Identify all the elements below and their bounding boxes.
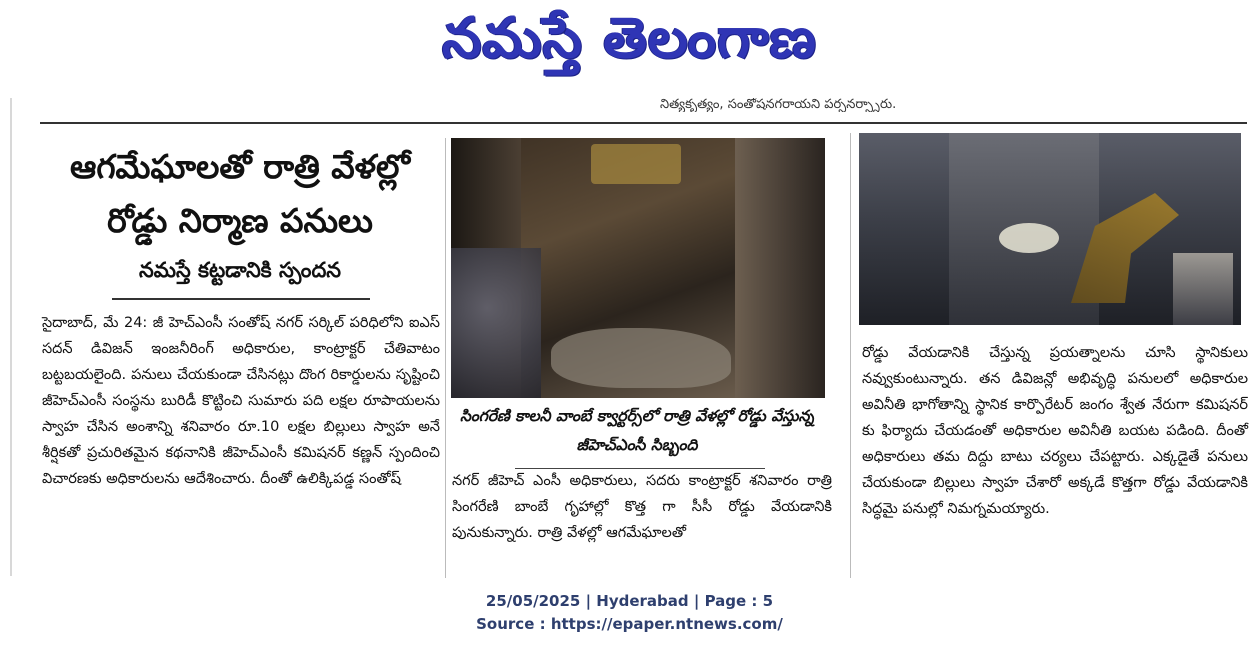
column-divider (850, 133, 851, 578)
construction-site-photo (451, 138, 825, 398)
source-link[interactable]: Source : https://epaper.ntnews.com/ (476, 615, 783, 633)
masthead (0, 0, 1259, 90)
headline-line-1: ఆగమేఘాలతో రాత్రి వేళల్లో (69, 147, 410, 186)
epaper-footer (0, 590, 1259, 636)
article-subheadline: నమస్తే కట్టడానికి స్పందన (138, 258, 342, 282)
photo-caption: సింగరేణి కాలనీ వాంబే క్వార్టర్స్‌లో రాత్రి వేళల్లో రోడ్డు వేస్తున్న జీహెచ్ఎంసీ సిబ్బంది (460, 407, 814, 454)
previous-article-cut-text: నిత్యకృత్యం, సంతోషనగరాయని పర్సనర్స్నారు. (660, 98, 897, 112)
subheadline-underline (112, 298, 370, 300)
article-column-1: సైదాబాద్, మే 24: జీ హెచ్ఎంసీ సంతోష్ నగర్ సర్కిల్ పరిధిలోని ఐఎస్ సదన్ డివిజన్ ఇంజనీరింగ్ అధికారుల, కాంట్రాక్టర్ చేతివాటం బట్టబయలైంది. పనులు చేయకుండా చేసినట్లు దొంగ రికార్డులను సృష్టించి జీహెచ్ఎంసీ సంస్థను బురిడీ కొట్టించి సుమారు పది లక్షల రూపాయలను స్వాహ చేసిన అంశాన్ని శనివారం రూ.10 లక్షల బిల్లులు స్వాహ అనే శీర్షికతో ప్రచురితమైన కథనానికి జీహెచ్ఎంసీ కమిషనర్ కణ్ణన్ స్పందించి విచారణకు అధికారులను ఆదేశించారు. దీంతో ఉలిక్కిపడ్డ సంతోష్ (42, 315, 440, 487)
excavator-night-photo (859, 133, 1241, 325)
article-top-rule (40, 122, 1247, 124)
dateline: 25/05/2025 | Hyderabad | Page : 5 (485, 592, 774, 610)
column-divider (445, 138, 446, 578)
newspaper-logo: నమస్తే తెలంగాణ (442, 5, 817, 71)
article-column-2: నగర్ జీహెచ్ ఎంసీ అధికారులు, సదరు కాంట్రాక్టర్ శనివారం రాత్రి సింగరేణి బాంబే గృహాల్లో కొత్త గా సీసీ రోడ్డు వేయడానికి పునుకున్నారు. రాత్రి వేళల్లో ఆగమేఘాలతో (452, 473, 832, 541)
newspaper-clipping (0, 98, 1259, 578)
margin-divider (10, 98, 12, 576)
headline-line-2: రోడ్డు నిర్మాణ పనులు (107, 201, 373, 240)
article-headline (40, 140, 440, 248)
article-column-3: రోడ్డు వేయడానికి చేస్తున్న ప్రయత్నాలను చూసి స్థానికులు నవ్వుకుంటున్నారు. తన డివిజన్లో అభివృద్ధి పనులలో అధికారుల అవినీతి భాగోతాన్ని స్థానిక కార్పొరేటర్ జంగం శ్వేత నేరుగా కమిషనర్ కు ఫిర్యాదు చేయడంతో అధికారుల అవినీతి బయట పడింది. దీంతో అధికారులు తమ దిద్దు బాటు చర్యలు చేపట్టారు. ఎక్కడైతే పనులు చేయకుండా బిల్లులు స్వాహ చేశారో అక్కడే కొత్తగా రోడ్డు వేయడానికి సిద్ధమై పనుల్లో నిమగ్నమయ్యారు. (862, 345, 1248, 517)
